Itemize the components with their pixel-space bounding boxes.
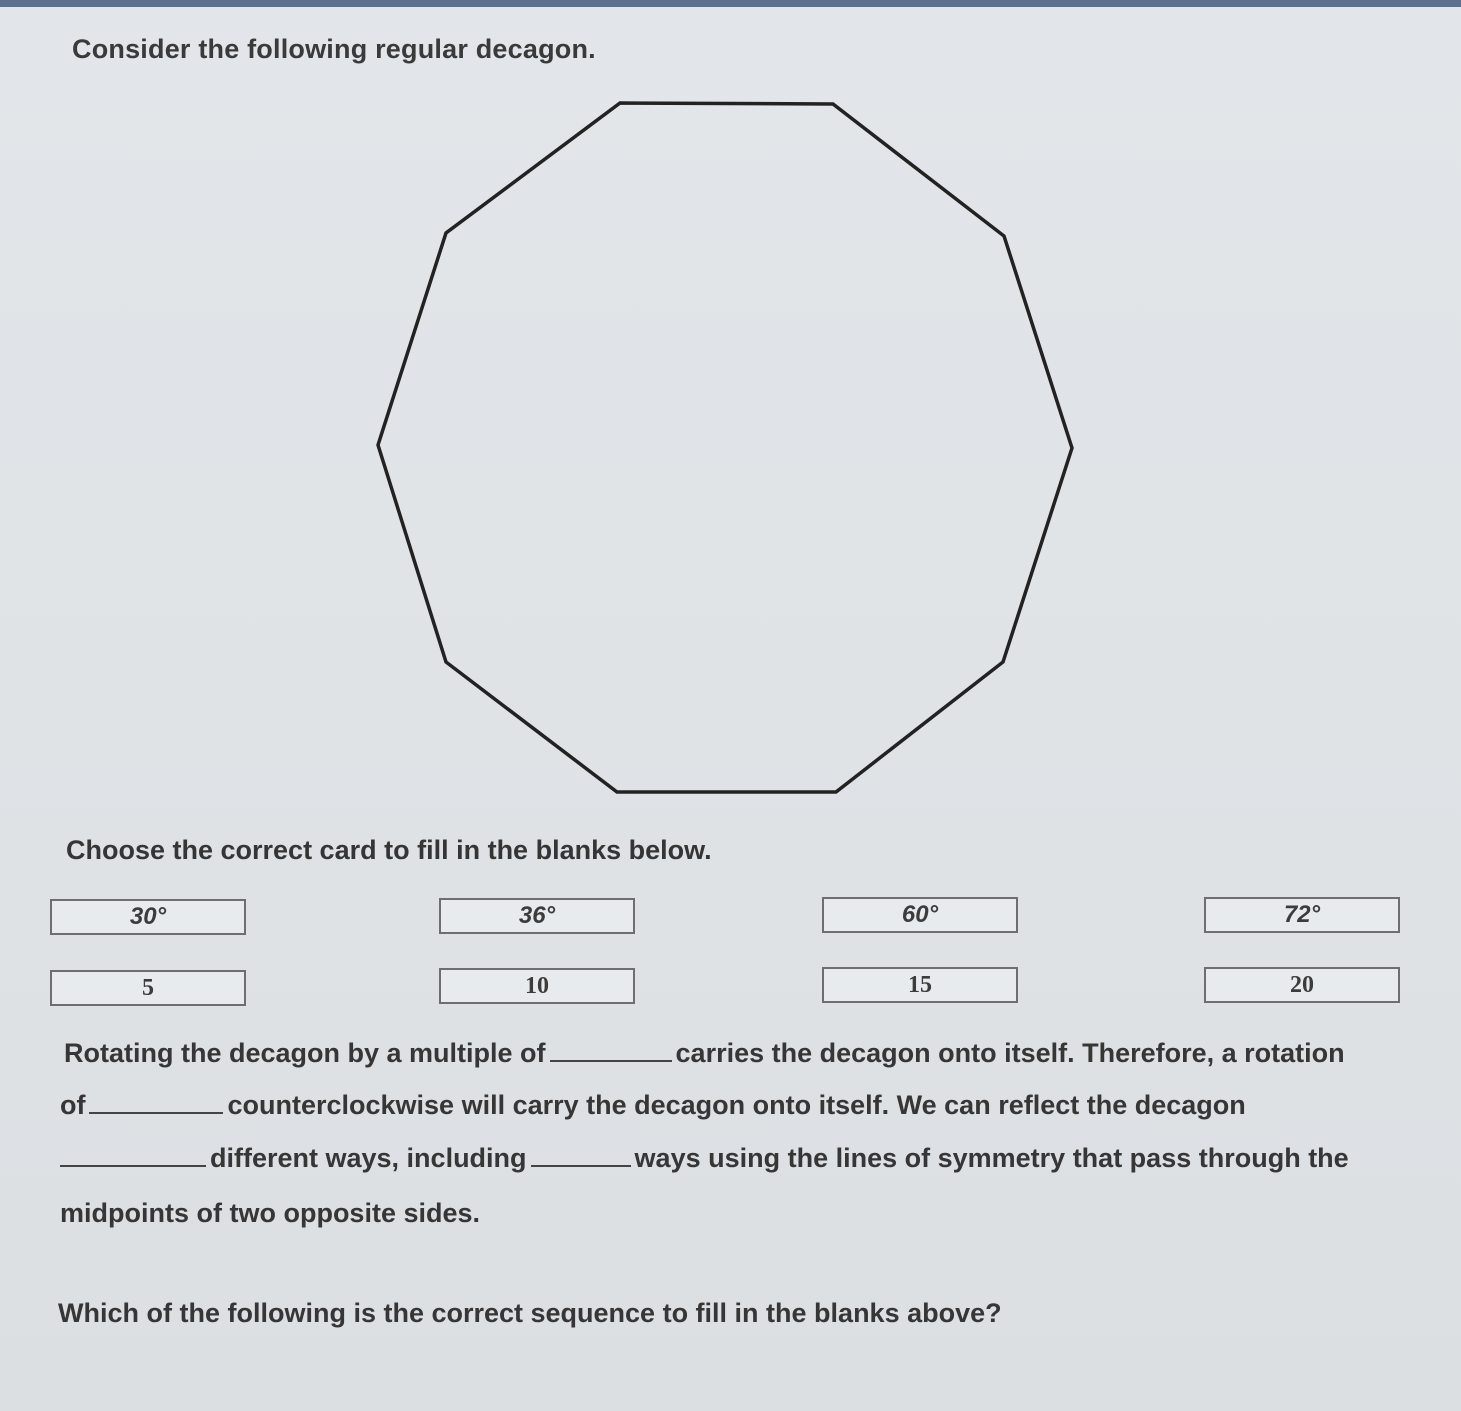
card-10[interactable]: 10 bbox=[439, 968, 635, 1004]
card-36-degrees[interactable]: 36° bbox=[439, 898, 635, 934]
blank-4[interactable] bbox=[531, 1143, 631, 1167]
paragraph-text: ways using the lines of symmetry that pass through the bbox=[634, 1143, 1349, 1173]
card-30-degrees[interactable]: 30° bbox=[50, 899, 246, 935]
instructions-text: Choose the correct card to fill in the blanks below. bbox=[66, 835, 712, 865]
prompt-text: Consider the following regular decagon. bbox=[72, 34, 596, 64]
top-border-strip bbox=[0, 0, 1461, 7]
blank-3[interactable] bbox=[60, 1143, 206, 1167]
paragraph-line-1 bbox=[64, 1038, 1345, 1069]
blank-2[interactable] bbox=[89, 1090, 223, 1114]
decagon-figure bbox=[370, 95, 1085, 805]
paragraph-line-3 bbox=[60, 1143, 1349, 1174]
card-15[interactable]: 15 bbox=[822, 967, 1018, 1003]
paragraph-text: different ways, including bbox=[210, 1143, 527, 1173]
question-text: Which of the following is the correct sequence to fill in the blanks above? bbox=[58, 1298, 1002, 1328]
paragraph-line-2 bbox=[60, 1090, 1246, 1121]
decagon-shape bbox=[378, 103, 1072, 792]
card-72-degrees[interactable]: 72° bbox=[1204, 897, 1400, 933]
paragraph-text: counterclockwise will carry the decagon onto itself. We can reflect the decagon bbox=[227, 1090, 1246, 1120]
card-5[interactable]: 5 bbox=[50, 970, 246, 1006]
card-20[interactable]: 20 bbox=[1204, 967, 1400, 1003]
paragraph-text: of bbox=[60, 1090, 86, 1120]
card-60-degrees[interactable]: 60° bbox=[822, 897, 1018, 933]
paragraph-text: Rotating the decagon by a multiple of bbox=[64, 1038, 546, 1068]
paragraph-text: carries the decagon onto itself. Therefore, a rotation bbox=[675, 1038, 1345, 1068]
paragraph-line-4: midpoints of two opposite sides. bbox=[60, 1198, 481, 1228]
blank-1[interactable] bbox=[550, 1038, 672, 1062]
